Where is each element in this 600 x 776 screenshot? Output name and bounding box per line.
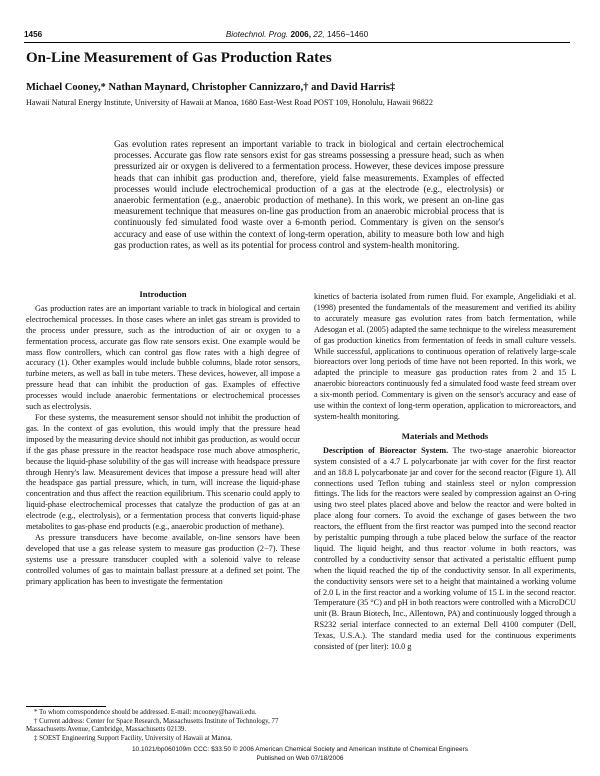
footnotes	[26, 709, 300, 743]
doi-copyright-line: 10.1021/bp060109m CCC: $33.50 © 2006 American Chemical Society and American Institute of Chemical Engineers	[131, 746, 469, 753]
footnote-rule	[26, 706, 106, 707]
author-affiliation: Hawaii Natural Energy Institute, University of Hawaii at Manoa, 1680 East-West Road POST 109, Honolulu, Hawaii 96822	[26, 98, 433, 107]
publication-date: Published on Web 07/18/2006	[256, 754, 344, 762]
intro-paragraph: Gas production rates are an important variable to track in biological and certain electrochemical processes. In those cases where an inlet gas stream is provided to the process under pressure, such as the introduction of air or oxygen to a fermentation process, accurate gas flow rate sensors exist. One example would be mass flow controllers, which can control gas flow rates with a high degree of accuracy (1). Other examples would include bubble columns, blade rotor sensors, turbine meters, as well as ball in tube meters. These devices, however, all impose a pressure head that can inhibit the production of gas. Examples of effective processes would include anaerobic fermentations or electrochemical processes such as electrolysis.	[26, 303, 300, 412]
right-column	[314, 292, 576, 653]
journal-citation	[24, 30, 570, 39]
footnote: ‡ SOEST Engineering Support Facility, University of Hawaii at Manoa.	[34, 734, 233, 742]
header-rule	[24, 42, 570, 43]
left-column	[26, 289, 300, 587]
page-footer	[0, 746, 600, 763]
footnote: † Current address: Center for Space Research, Massachusetts Institute of Technology, 77 Massachusetts Avenue, Cambridge, Massachusetts 02139.	[26, 717, 279, 734]
article-title: On-Line Measurement of Gas Production Rates	[26, 50, 332, 66]
intro-paragraph: For these systems, the measurement sensor should not inhibit the production of gas. In the context of gas evolution, this would imply that the pressure head imposed by the measuring device should not inhibit gas production, as would occur if the gas phase pressure in the reactor headspace rose much above atmospheric, because the liquid-phase solubility of the gas will increase with headspace pressure through Henry's law. Measurement devices that impose a pressure head will alter the headspace gas partial pressure, which, in turn, will increase the liquid-phase concentration and thus affect the reaction equilibrium. This scenario could apply to liquid-phase electrochemical processes that catalyze the production of gas at an electrode (e.g., electrolysis), or a fermentation process that converts liquid-phase metabolites to gas-phase end products (e.g., anaerobic production of methane).	[26, 412, 300, 532]
methods-paragraph	[314, 446, 576, 653]
journal-pages: 1456−1460	[326, 30, 369, 39]
abstract: Gas evolution rates represent an important variable to track in biological and certain electrochemical processes. Accurate gas flow rate sensors exist for gas streams possessing a pressure head, such as when pressurized air or oxygen is delivered to a fermentation process. However, these devices impose pressure heads that can inhibit gas production and, therefore, yield false measurements. Examples of effected processes would include electrochemical production of a gas at the electrode (e.g., electrolysis) or anaerobic fermentation (e.g., anaerobic production of methane). In this work, we present an on-line gas measurement technique that measures on-line gas production from an anaerobic microbial process that is continuously fed simulated food waste over a 6-month period. Commentary is given on the sensor's accuracy and ease of use within the context of long-term operation, ability to measure both low and high gas production rates, as well as its potential for process control and system-health monitoring.	[114, 139, 504, 250]
page-number: 1456	[24, 30, 43, 39]
journal-name: Biotechnol. Prog.	[225, 30, 289, 39]
body-paragraph: kinetics of bacteria isolated from rumen fluid. For example, Angelidiaki et al. (1998) presented the fundamentals of the measurement and verified its ability to accurately measure gas evolution rates from batch fermentation, while Adesogan et al. (2005) adapted the same technique to the wireless measurement of gas production kinetics from fermentation of feeds in small culture vessels. While successful, applications to continuous operation of relatively large-scale bioreactors over long periods of time have not been reported. In this work, we adapted the principle to measure gas production rates from 2 and 15 L anaerobic bioreactors continuously fed a simulated food waste feed stream over a six-month period. Commentary is given on the sensor's accuracy and ease of use within the context of long-term operation, application to microreactors, and system-health monitoring.	[314, 292, 576, 421]
introduction-heading: Introduction	[139, 289, 187, 299]
intro-paragraph: As pressure transducers have become available, on-line sensors have been developed that use a gas release system to measure gas production (2−7). These systems use a pressure transducer coupled with a solenoid valve to release controlled volumes of gas to maintain ballast pressure at a defined set point. The primary application has been to investigate the fermentation	[26, 532, 300, 586]
methods-heading: Materials and Methods	[401, 430, 489, 441]
footnote: * To whom correspondence should be addressed. E-mail: mcooney@hawaii.edu.	[34, 709, 257, 716]
methods-subheading: Description of Bioreactor System.	[323, 445, 449, 455]
journal-year: 2006,	[290, 30, 311, 39]
author-list: Michael Cooney,* Nathan Maynard, Christopher Cannizzaro,† and David Harris‡	[26, 82, 396, 93]
journal-volume: 22,	[313, 30, 325, 39]
methods-text: The two-stage anaerobic bioreactor system consisted of a 4.7 L polycarbonate jar with cover for the first reactor and an 18.8 L polycarbonate jar and cover for the second reactor (Figure 1). All connections used Teflon tubing and stainless steel or nylon compression fittings. The lids for the reactors were sealed by compression against an O-ring using two steel plates placed above and below the reactor and were bolted in place along four corners. To avoid the exchange of gases between the two reactors, the effluent from the first reactor was pumped into the second reactor by peristaltic pumping through a tube placed below the surface of the reactor liquid. The liquid height, and thus reactor volume in both reactors, was controlled by a conductivity sensor that activated a peristaltic effluent pump when the liquid reached the tip of the conductivity sensor. In all experiments, the conductivity sensors were set to a height that maintained a working volume of 2.0 L in the first reactor and a working volume of 15 L in the second reactor. Temperature (35 °C) and pH in both reactors were controlled with a MicroDCU unit (B. Braun Biotech, Inc., Allentown, PA) and continuously logged through a RS232 serial interface connected to an external Dell 4100 computer (Dell, Texas, U.S.A.). The standard media used for the continuous experiments consisted of (per liter): 10.0 g	[314, 445, 576, 652]
